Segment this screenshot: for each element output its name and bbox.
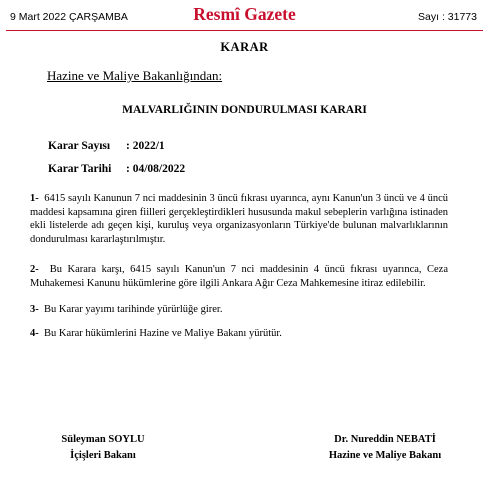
header-divider (6, 30, 483, 31)
signatory-title: Hazine ve Maliye Bakanı (328, 450, 442, 461)
decision-date (48, 163, 185, 175)
article-text: Bu Karara karşı, 6415 sayılı Kanun'un 7 nci maddesinin 4 üncü fıkrası uyarınca, Ceza Muhakemesi Kanunu hükümlerine göre ilgili Ankara Ağır Ceza Mahkemesine itiraz edilebilir. (30, 264, 448, 289)
article-2 (30, 263, 448, 290)
signatory-name: Dr. Nureddin NEBATİ (334, 434, 436, 445)
article-number: 2- (30, 264, 39, 275)
article-number: 1- (30, 193, 39, 204)
ministry-name: Hazine ve Maliye Bakanlığından: (47, 68, 223, 83)
gazette-name: Resmî Gazete (193, 4, 296, 24)
article-text: Bu Karar yayımı tarihinde yürürlüğe girer. (44, 304, 223, 315)
decision-number (48, 140, 165, 152)
signature-left (48, 432, 158, 464)
decision-date-value: : 04/08/2022 (126, 163, 186, 175)
document-title: MALVARLIĞININ DONDURULMASI KARARI (122, 104, 367, 116)
article-text: 6415 sayılı Kanunun 7 nci maddesinin 3 üncü fıkrası uyarınca, aynı Kanun'un 3 üncü ve 4 üncü maddesi kapsamına giren fiilleri gerçekleştirdikleri hususunda makul sebeplerin varlığına istinaden ekli listelerde adı geçen kişi, kuruluş veya organizasyonların Türkiye'de bulunan malvarlıklarının dondurulması kararlaştırılmıştır. (30, 193, 448, 245)
decision-date-label: Karar Tarihi (48, 163, 112, 175)
issue-number: Sayı : 31773 (418, 11, 477, 23)
decision-number-value: : 2022/1 (126, 140, 165, 152)
article-text: Bu Karar hükümlerini Hazine ve Maliye Bakanı yürütür. (44, 328, 282, 339)
article-1 (30, 192, 448, 246)
section-title: KARAR (220, 40, 269, 54)
article-number: 4- (30, 328, 39, 339)
signature-right (320, 432, 450, 464)
decision-number-label: Karar Sayısı (48, 140, 111, 152)
article-number: 3- (30, 304, 39, 315)
header-date: 9 Mart 2022 ÇARŞAMBA (10, 11, 128, 23)
page-header (0, 0, 489, 32)
article-4 (30, 327, 448, 341)
article-3 (30, 303, 448, 317)
signatory-title: İçişleri Bakanı (70, 450, 136, 461)
signatory-name: Süleyman SOYLU (61, 434, 145, 445)
